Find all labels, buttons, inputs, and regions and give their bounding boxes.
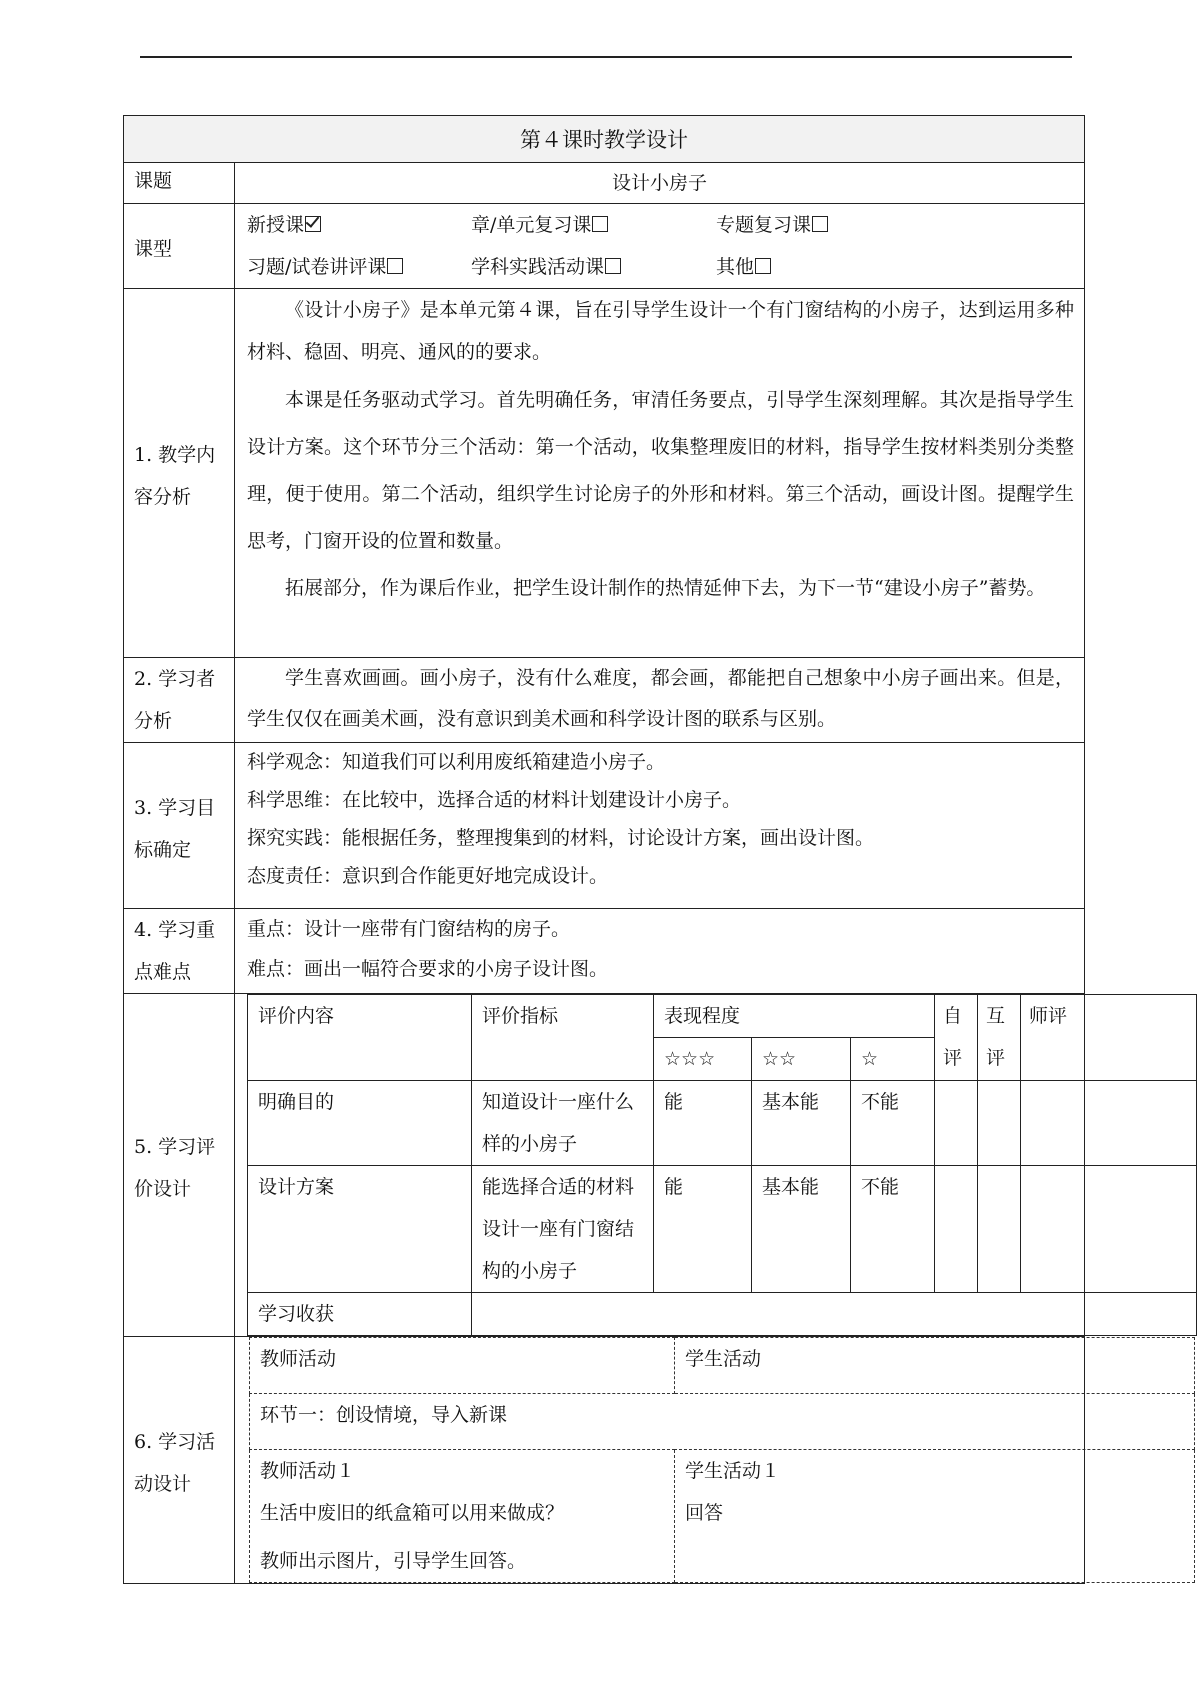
lesson-plan-table <box>123 115 1085 1584</box>
objective-line: 态度责任：意识到合作能更好地完成设计。 <box>247 865 609 887</box>
eval-harvest-label: 学习收获 <box>248 1293 472 1336</box>
stage-one: 环节一：创设情境，导入新课 <box>250 1394 1195 1450</box>
eval-row-content: 明确目的 <box>248 1081 472 1166</box>
checkbox-icon <box>755 258 771 274</box>
lesson-type-option-label: 章/单元复习课 <box>471 214 592 236</box>
key-point-line: 难点：画出一幅符合要求的小房子设计图。 <box>247 958 609 980</box>
content-paragraph: 拓展部分，作为课后作业，把学生设计制作的热情延伸下去，为下一节“建设小房子”蓄势。 <box>285 577 1046 599</box>
eval-harvest-value <box>472 1293 1197 1336</box>
lesson-type-option-label: 习题/试卷讲评课 <box>247 256 387 278</box>
eval-header-peer: 互评 <box>978 995 1021 1081</box>
objective-line: 探究实践：能根据任务，整理搜集到的材料，讨论设计方案，画出设计图。 <box>247 827 875 849</box>
checkbox-icon <box>605 258 621 274</box>
eval-row-level2: 基本能 <box>752 1081 851 1166</box>
teacher-activity-1 <box>250 1450 675 1583</box>
student-activity-1 <box>675 1450 1195 1583</box>
lesson-type-option <box>471 246 716 288</box>
eval-header-self: 自评 <box>935 995 978 1081</box>
eval-row-teacher <box>1021 1166 1197 1293</box>
lesson-type-option <box>716 246 1072 288</box>
objective-line: 科学观念：知道我们可以利用废纸箱建造小房子。 <box>247 751 666 773</box>
lesson-type-options <box>235 204 1085 289</box>
eval-header-stars2: ☆☆ <box>752 1038 851 1081</box>
lesson-type-option <box>471 204 716 246</box>
eval-header-stars1: ☆ <box>851 1038 935 1081</box>
teacher-activity-1-line: 生活中废旧的纸盒箱可以用来做成？ <box>260 1502 565 1524</box>
evaluation-table <box>247 994 1197 1336</box>
teacher-activity-1-line: 教师出示图片，引导学生回答。 <box>260 1550 527 1572</box>
key-points-body <box>235 909 1085 994</box>
student-activity-1-text: 回答 <box>685 1502 724 1524</box>
activities-body <box>235 1337 1085 1584</box>
lesson-type-label: 课型 <box>124 204 235 289</box>
lesson-type-option <box>716 204 1072 246</box>
objective-line: 科学思维：在比较中，选择合适的材料计划建设计小房子。 <box>247 789 742 811</box>
evaluation-label: 5. 学习评价设计 <box>124 994 235 1337</box>
learner-analysis-label: 2. 学习者分析 <box>124 658 235 743</box>
table-title: 第４课时教学设计 <box>124 116 1085 163</box>
lesson-type-option <box>247 204 471 246</box>
eval-header-teacher: 师评 <box>1021 995 1197 1081</box>
evaluation-body <box>235 994 1085 1337</box>
checkbox-icon <box>812 216 828 232</box>
student-activity-1-title: 学生活动１ <box>685 1460 781 1482</box>
objectives-label: 3. 学习目标确定 <box>124 743 235 909</box>
lesson-type-option-label: 学科实践活动课 <box>471 256 605 278</box>
content-analysis-label: 1. 教学内容分析 <box>124 289 235 658</box>
checked-box-icon <box>305 216 321 232</box>
content-paragraph: 《设计小房子》是本单元第４课，旨在引导学生设计一个有门窗结构的小房子，达到运用多种材料、稳固、明亮、通风的的要求。 <box>247 299 1074 363</box>
eval-row-level3: 能 <box>654 1166 752 1293</box>
lesson-type-option-label: 新授课 <box>247 214 305 236</box>
checkbox-icon <box>592 216 608 232</box>
eval-row-level1: 不能 <box>851 1081 935 1166</box>
topic-label: 课题 <box>124 163 235 204</box>
eval-header-stars3: ☆☆☆ <box>654 1038 752 1081</box>
eval-header-indicator: 评价指标 <box>472 995 654 1081</box>
eval-row-peer <box>978 1081 1021 1166</box>
key-points-label: 4. 学习重点难点 <box>124 909 235 994</box>
activities-table <box>249 1337 1195 1583</box>
lesson-type-option-label: 专题复习课 <box>716 214 812 236</box>
learner-analysis-text: 学生喜欢画画。画小房子，没有什么难度，都会画，都能把自己想象中小房子画出来。但是，学生仅仅在画美术画，没有意识到美术画和科学设计图的联系与区别。 <box>247 667 1074 730</box>
objectives-body <box>235 743 1085 909</box>
eval-row-peer <box>978 1166 1021 1293</box>
key-point-line: 重点：设计一座带有门窗结构的房子。 <box>247 918 571 940</box>
eval-row-level1: 不能 <box>851 1166 935 1293</box>
content-analysis-body <box>235 289 1085 658</box>
lesson-type-option <box>247 246 471 288</box>
topic-value: 设计小房子 <box>235 163 1085 204</box>
lesson-type-option-label: 其他 <box>716 256 755 278</box>
learner-analysis-body <box>235 658 1085 743</box>
eval-row-self <box>935 1166 978 1293</box>
eval-header-level: 表现程度 <box>654 995 935 1038</box>
eval-row-teacher <box>1021 1081 1197 1166</box>
eval-row-content: 设计方案 <box>248 1166 472 1293</box>
eval-row-indicator: 知道设计一座什么样的小房子 <box>472 1081 654 1166</box>
eval-row-self <box>935 1081 978 1166</box>
teacher-activity-1-title: 教师活动１ <box>260 1460 356 1482</box>
header-rule <box>140 56 1072 58</box>
checkbox-icon <box>387 258 403 274</box>
eval-row-level3: 能 <box>654 1081 752 1166</box>
content-paragraph: 本课是任务驱动式学习。首先明确任务，审清任务要点，引导学生深刻理解。其次是指导学生设计方案。这个环节分三个活动：第一个活动，收集整理废旧的材料，指导学生按材料类别分类整理，便于使用。第二个活动，组织学生讨论房子的外形和材料。第三个活动，画设计图。提醒学生思考，门窗开设的位置和数量。 <box>247 389 1074 552</box>
activities-label: 6. 学习活动设计 <box>124 1337 235 1584</box>
eval-header-content: 评价内容 <box>248 995 472 1081</box>
eval-row-level2: 基本能 <box>752 1166 851 1293</box>
teacher-activity-header: 教师活动 <box>250 1338 675 1394</box>
eval-row-indicator: 能选择合适的材料设计一座有门窗结构的小房子 <box>472 1166 654 1293</box>
student-activity-header: 学生活动 <box>675 1338 1195 1394</box>
